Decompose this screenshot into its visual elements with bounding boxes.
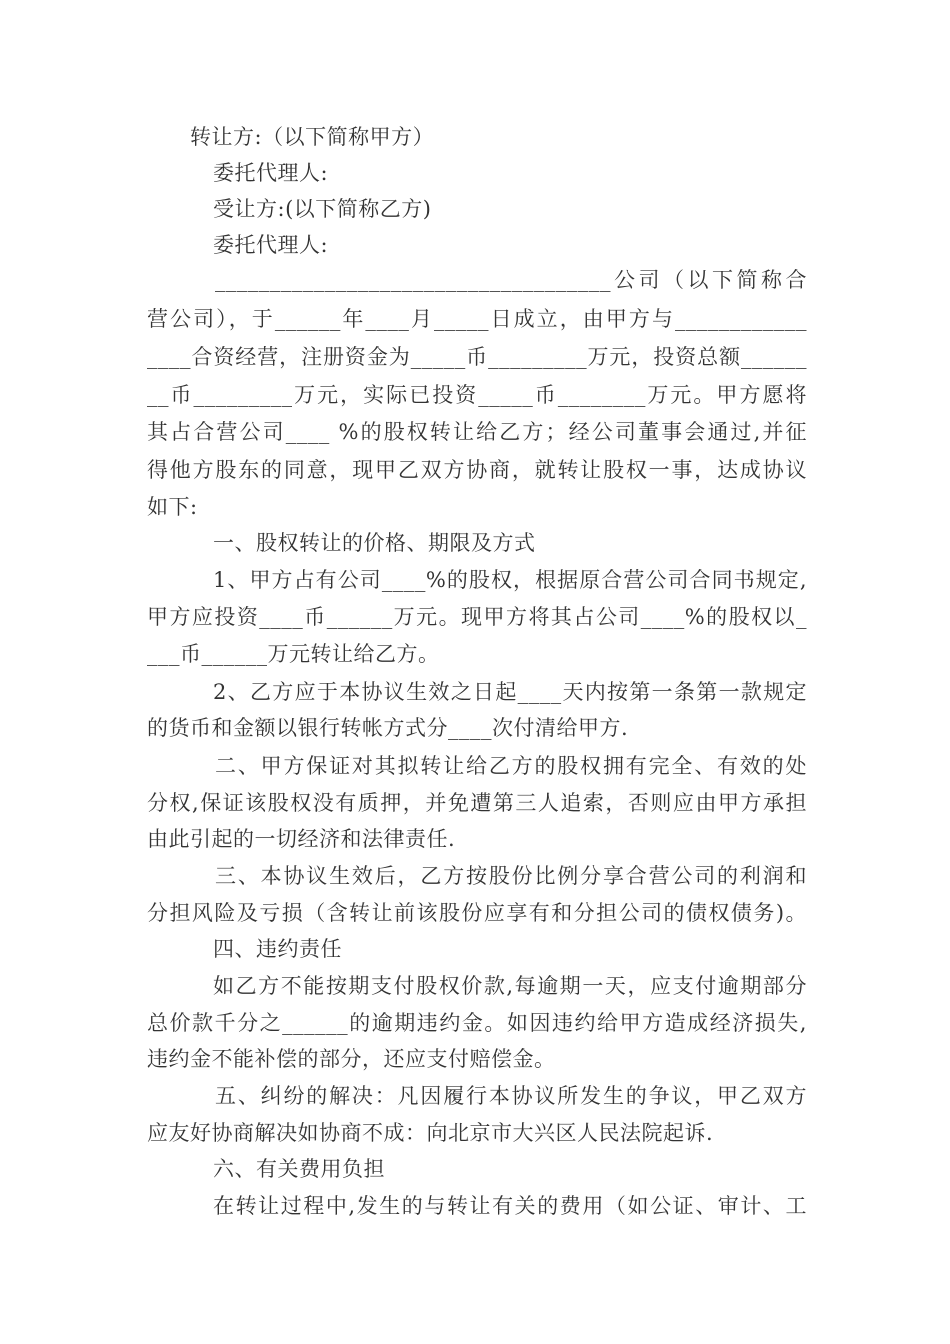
section-heading: 四、违约责任 xyxy=(213,937,342,961)
clause-line: 五、纠纷的解决：凡因履行本协议所发生的争议，甲乙双方 xyxy=(215,1084,807,1108)
clause-line: 分权,保证该股权没有质押，并免遭第三人追索，否则应由甲方承担 xyxy=(147,791,807,815)
clause-line: 分担风险及亏损（含转让前该股份应享有和分担公司的债权债务)。 xyxy=(147,901,807,925)
clause-line: 如乙方不能按期支付股权价款,每逾期一天，应支付逾期部分 xyxy=(213,974,807,998)
preamble-line: 营公司），于______年____月_____日成立，由甲方与____________ xyxy=(147,307,807,331)
preamble-line: 得他方股东的同意，现甲乙双方协商，就转让股权一事，达成协议 xyxy=(147,458,807,482)
transferee-agent-line: 委托代理人: xyxy=(213,233,329,257)
preamble-line: ____合资经营，注册资金为_____币_________万元，投资总额______ xyxy=(147,345,807,369)
clause-line: 违约金不能补偿的部分，还应支付赔偿金。 xyxy=(147,1047,556,1071)
clause-line: 2、乙方应于本协议生效之日起____天内按第一条第一款规定 xyxy=(213,680,807,704)
clause-line: 的货币和金额以银行转帐方式分____次付清给甲方. xyxy=(147,716,629,740)
section-heading: 六、有关费用负担 xyxy=(213,1157,385,1181)
clause-line: ___币______万元转让给乙方。 xyxy=(147,642,440,666)
clause-line: 应友好协商解决如协商不成：向北京市大兴区人民法院起诉. xyxy=(147,1121,714,1145)
clause-line: 三、本协议生效后，乙方按股份比例分享合营公司的利润和 xyxy=(215,864,807,888)
clause-line: 在转让过程中,发生的与转让有关的费用（如公证、审计、工 xyxy=(213,1194,807,1218)
preamble-line: ____________________________________公司（以下简称合 xyxy=(215,268,807,292)
clause-line: 由此引起的一切经济和法律责任. xyxy=(147,827,456,851)
clause-line: 1、甲方占有公司____%的股权，根据原合营公司合同书规定, xyxy=(213,568,807,592)
clause-line: 总价款千分之______的逾期违约金。如因违约给甲方造成经济损失, xyxy=(147,1011,807,1035)
section-heading: 一、股权转让的价格、期限及方式 xyxy=(213,531,536,555)
clause-line: 甲方应投资____币______万元。现甲方将其占公司____%的股权以_ xyxy=(147,605,807,629)
transferee-line: 受让方:(以下简称乙方) xyxy=(213,197,432,221)
transferor-line: 转让方:（以下简称甲方） xyxy=(190,125,435,149)
preamble-line: 其占合营公司____ %的股权转让给乙方；经公司董事会通过,并征 xyxy=(147,420,807,444)
preamble-line: __币_________万元，实际已投资_____币________万元。甲方愿将 xyxy=(147,383,807,407)
clause-line: 二、甲方保证对其拟转让给乙方的股权拥有完全、有效的处 xyxy=(215,754,807,778)
preamble-line: 如下: xyxy=(147,495,198,519)
transferor-agent-line: 委托代理人: xyxy=(213,161,329,185)
